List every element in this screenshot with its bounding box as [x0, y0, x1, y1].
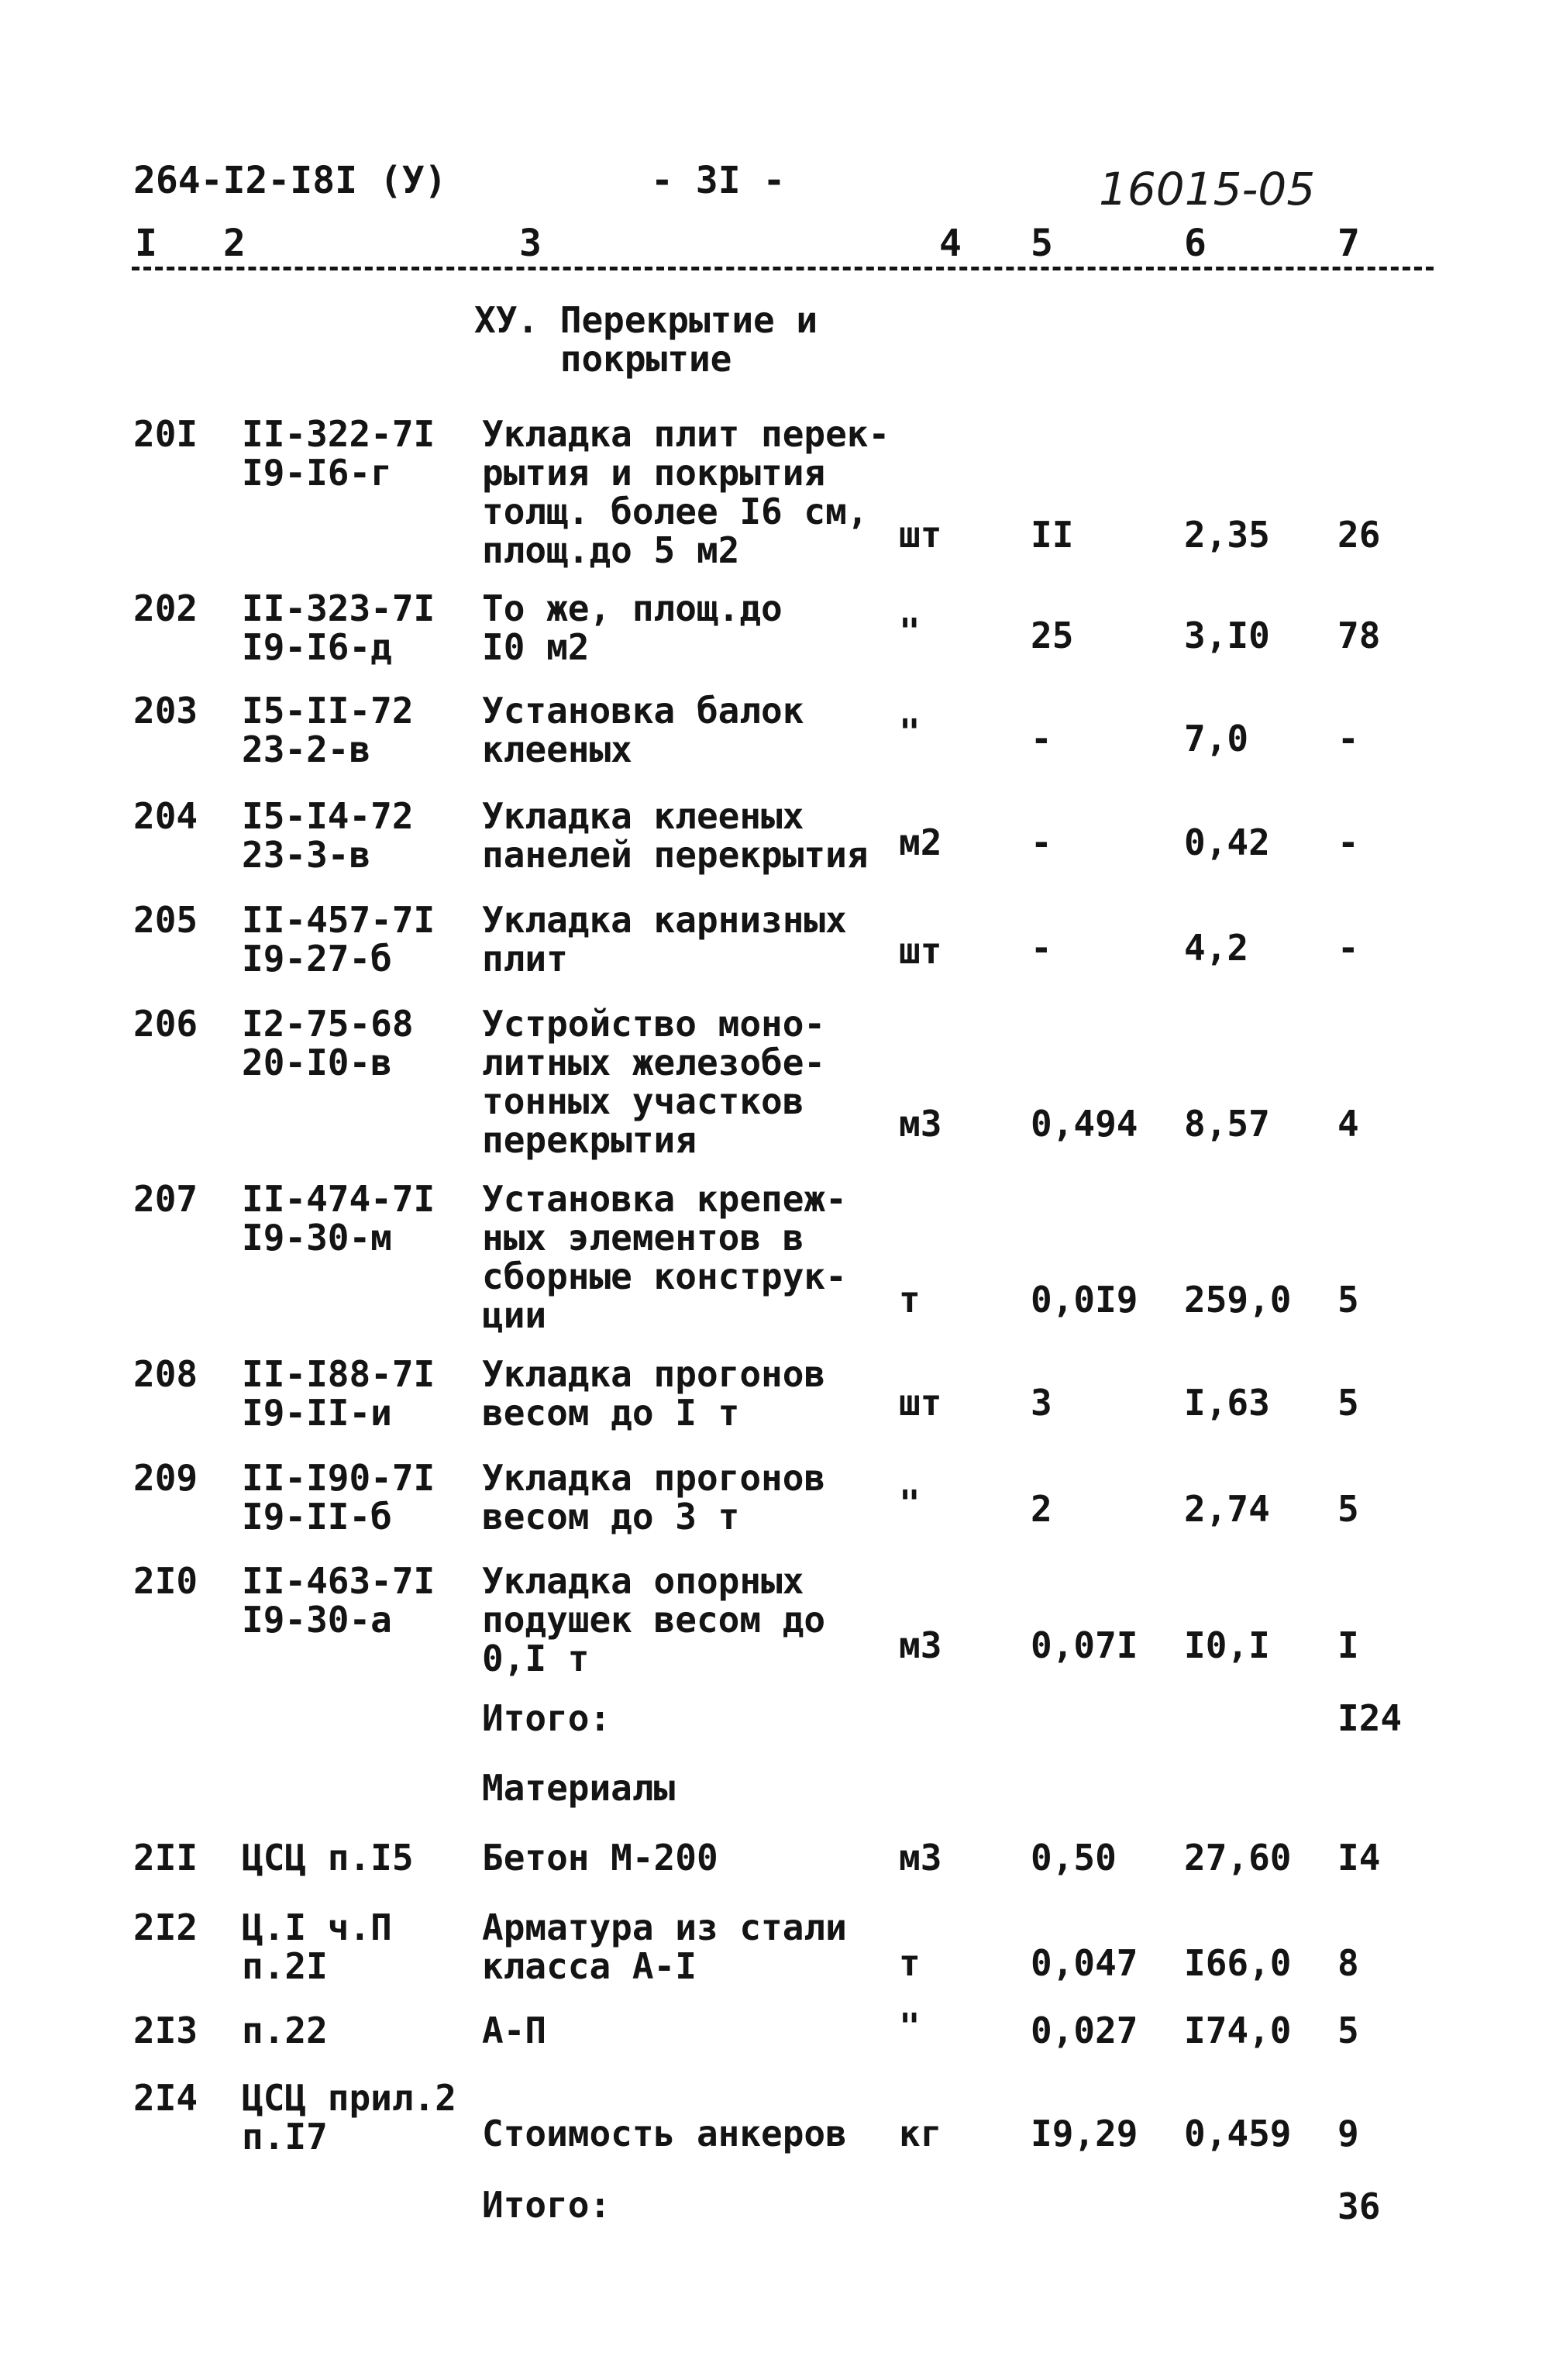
quantity: -	[1031, 927, 1052, 969]
row-number: 2I3	[133, 2010, 198, 2051]
quantity: 0,07I	[1031, 1624, 1138, 1666]
unit-price: 8,57	[1184, 1103, 1270, 1145]
norm-code: ЦСЦ прил.2 п.I7	[242, 2077, 456, 2158]
unit: "	[899, 2006, 921, 2048]
column-number: 7	[1337, 222, 1360, 265]
unit-price: I66,0	[1184, 1942, 1292, 1984]
norm-code: I2-75-68 20-I0-в	[242, 1003, 414, 1083]
unit-price: 27,60	[1184, 1837, 1292, 1879]
quantity: 0,027	[1031, 2010, 1138, 2051]
total-cost: 78	[1337, 615, 1381, 656]
work-name: Укладка плит перек- рытия и покрытия толщ. более I6 см, площ.до 5 м2	[482, 413, 890, 571]
total-cost: 5	[1337, 1382, 1359, 1424]
row-number: 205	[133, 899, 198, 941]
norm-code: II-457-7I I9-27-б	[242, 899, 435, 980]
work-name: Укладка клееных панелей перекрытия	[482, 795, 869, 876]
row-number: 207	[133, 1178, 198, 1220]
quantity: 3	[1031, 1382, 1052, 1424]
column-number: 2	[223, 222, 246, 265]
subtotal-label: Итого:	[482, 2184, 611, 2226]
quantity: -	[1031, 718, 1052, 759]
document-code: 264-I2-I8I (У)	[133, 159, 447, 202]
quantity: II	[1031, 514, 1074, 556]
unit: кг	[899, 2113, 942, 2154]
work-name: Бетон М-200	[482, 1837, 718, 1879]
unit-price: 2,74	[1184, 1488, 1270, 1530]
unit-price: I74,0	[1184, 2010, 1292, 2051]
quantity: 0,047	[1031, 1942, 1138, 1984]
work-name: Арматура из стали класса А-I	[482, 1906, 847, 1987]
work-name: Установка крепеж- ных элементов в сборные конструк- ции	[482, 1178, 847, 1336]
column-number: 4	[939, 222, 962, 265]
unit: "	[899, 1483, 921, 1524]
unit: т	[899, 1942, 921, 1984]
total-cost: -	[1337, 821, 1359, 863]
subtotal-value: I24	[1337, 1697, 1403, 1739]
total-cost: 26	[1337, 514, 1381, 556]
total-cost: 5	[1337, 1279, 1359, 1321]
handwritten-number: 16015-05	[1099, 163, 1316, 215]
total-cost: -	[1337, 718, 1359, 759]
unit-price: I0,I	[1184, 1624, 1270, 1666]
unit: м2	[899, 821, 942, 863]
norm-code: II-474-7I I9-30-м	[242, 1178, 435, 1259]
total-cost: 8	[1337, 1942, 1359, 1984]
norm-code: I5-II-72 23-2-в	[242, 690, 414, 770]
column-number: 5	[1031, 222, 1053, 265]
unit-price: 3,I0	[1184, 615, 1270, 656]
column-number: 3	[519, 222, 542, 265]
work-name: Стоимость анкеров	[482, 2113, 847, 2154]
row-number: 202	[133, 587, 198, 629]
work-name: А-П	[482, 2010, 547, 2051]
norm-code: II-I90-7I I9-II-б	[242, 1457, 435, 1538]
norm-code: II-I88-7I I9-II-и	[242, 1353, 435, 1434]
norm-code: ЦСЦ п.I5	[242, 1837, 414, 1879]
unit-price: 0,459	[1184, 2113, 1292, 2154]
page-number: - 3I -	[651, 159, 786, 202]
column-number: 6	[1184, 222, 1207, 265]
subtotal-label: Итого:	[482, 1697, 611, 1739]
unit: шт	[899, 930, 942, 972]
total-cost: 5	[1337, 1488, 1359, 1530]
unit: "	[899, 611, 921, 653]
unit-price: 4,2	[1184, 927, 1249, 969]
row-number: 2II	[133, 1837, 198, 1879]
norm-code: I5-I4-72 23-3-в	[242, 795, 414, 876]
unit: м3	[899, 1837, 942, 1879]
unit: шт	[899, 1382, 942, 1424]
norm-code: Ц.I ч.П п.2I	[242, 1906, 392, 1987]
row-number: 209	[133, 1457, 198, 1499]
unit-price: 0,42	[1184, 821, 1270, 863]
row-number: 208	[133, 1353, 198, 1395]
total-cost: 5	[1337, 2010, 1359, 2051]
work-name: Устройство моно- литных железобе- тонных участков перекрытия	[482, 1003, 826, 1161]
work-name: То же, площ.до I0 м2	[482, 587, 783, 668]
total-cost: I	[1337, 1624, 1359, 1666]
row-number: 2I2	[133, 1906, 198, 1948]
total-cost: -	[1337, 927, 1359, 969]
quantity: 0,0I9	[1031, 1279, 1138, 1321]
row-number: 20I	[133, 413, 198, 455]
unit: "	[899, 711, 921, 753]
total-cost: I4	[1337, 1837, 1381, 1879]
row-number: 2I0	[133, 1560, 198, 1602]
norm-code: п.22	[242, 2010, 328, 2051]
quantity: 25	[1031, 615, 1074, 656]
norm-code: II-463-7I I9-30-а	[242, 1560, 435, 1641]
work-name: Укладка прогонов весом до I т	[482, 1353, 826, 1434]
unit: м3	[899, 1624, 942, 1666]
quantity: 0,50	[1031, 1837, 1117, 1879]
unit: шт	[899, 514, 942, 556]
work-name: Укладка прогонов весом до 3 т	[482, 1457, 826, 1538]
work-name: Укладка опорных подушек весом до 0,I т	[482, 1560, 826, 1679]
quantity: I9,29	[1031, 2113, 1138, 2154]
subsection-title: Материалы	[482, 1767, 676, 1809]
row-number: 206	[133, 1003, 198, 1045]
total-cost: 9	[1337, 2113, 1359, 2154]
norm-code: II-323-7I I9-I6-д	[242, 587, 435, 668]
unit-price: 7,0	[1184, 718, 1249, 759]
total-cost: 4	[1337, 1103, 1359, 1145]
unit-price: I,63	[1184, 1382, 1270, 1424]
work-name: Установка балок клееных	[482, 690, 804, 770]
unit-price: 2,35	[1184, 514, 1270, 556]
unit-price: 259,0	[1184, 1279, 1292, 1321]
unit: м3	[899, 1103, 942, 1145]
quantity: -	[1031, 821, 1052, 863]
column-number: I	[135, 222, 157, 265]
quantity: 2	[1031, 1488, 1052, 1530]
unit: т	[899, 1279, 921, 1321]
header-dashed-rule	[132, 267, 1434, 270]
work-name: Укладка карнизных плит	[482, 899, 847, 980]
subtotal-value: 36	[1337, 2185, 1381, 2227]
quantity: 0,494	[1031, 1103, 1138, 1145]
row-number: 204	[133, 795, 198, 837]
row-number: 203	[133, 690, 198, 732]
section-title: ХУ. Перекрытие и покрытие	[474, 299, 818, 380]
norm-code: II-322-7I I9-I6-г	[242, 413, 435, 494]
row-number: 2I4	[133, 2077, 198, 2119]
